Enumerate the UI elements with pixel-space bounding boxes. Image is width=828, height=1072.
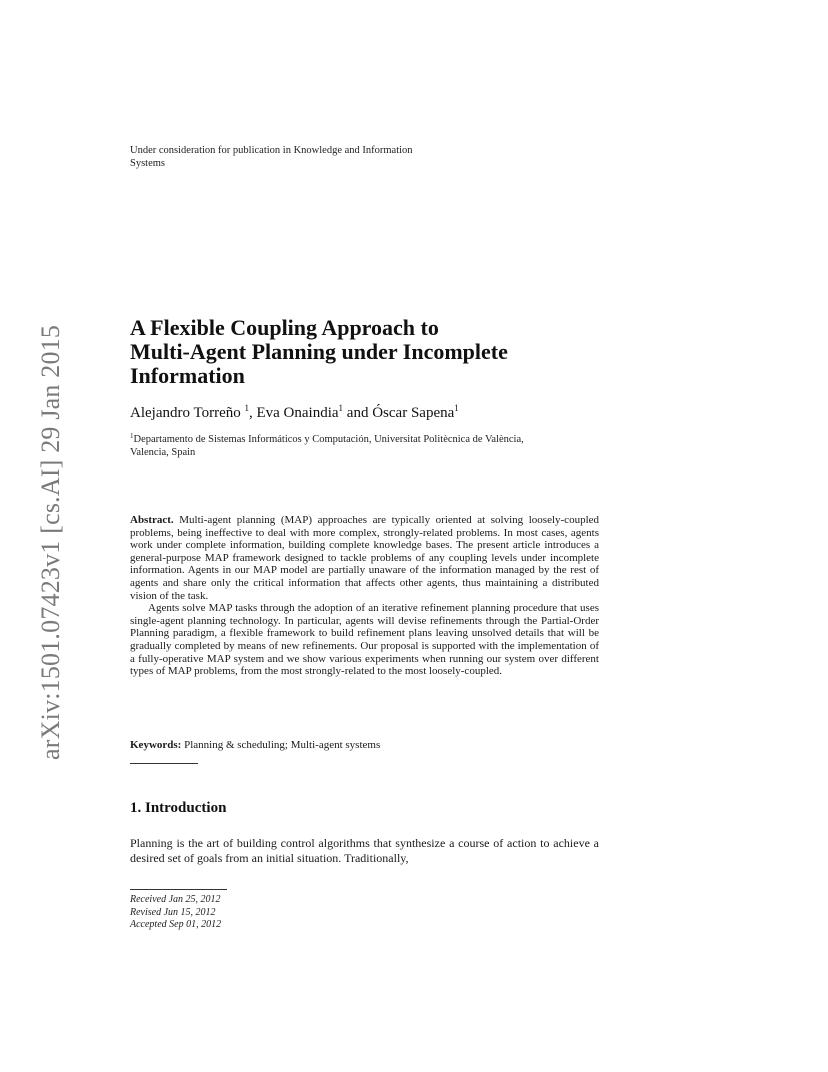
paper-title-line-2: Multi-Agent Planning under Incomplete (130, 339, 508, 364)
author-name: Alejandro Torreño (130, 405, 241, 421)
abstract-paragraph-2: Agents solve MAP tasks through the adoption of an iterative refinement planning procedure that uses single-agent planning technology. In particular, agents will devise refinements through the Partial-Order Planning paradigm, a flexible framework to build refinement plans leaving unsolved details that will be gradually completed by means of new refinements. Our proposal is supported with the implementation of a fully-operative MAP system and we show various experiments when running our system over different types of MAP problems, from the most strongly-related to the most loosely-coupled. (130, 602, 599, 678)
author-separator: , (248, 405, 257, 421)
author-name: Óscar Sapena (372, 405, 455, 421)
abstract-label: Abstract. (130, 514, 174, 526)
date-received: Received Jan 25, 2012 (130, 894, 221, 905)
abstract-paragraph-1 (130, 514, 599, 602)
author-name: Eva Onaindia (256, 405, 339, 421)
publication-note-line-1: Under consideration for publication in Knowledge and Information (130, 145, 413, 156)
date-accepted: Accepted Sep 01, 2012 (130, 919, 222, 930)
publication-note (130, 145, 490, 170)
date-revised: Revised Jun 15, 2012 (130, 906, 216, 918)
paper-title-line-1: A Flexible Coupling Approach to (130, 315, 439, 340)
author-affiliation-mark: 1 (338, 403, 344, 413)
author-separator: and (343, 405, 373, 421)
affiliation-line-2: Valencia, Spain (130, 447, 196, 458)
author-affiliation-mark: 1 (244, 403, 249, 413)
author-affiliation-mark: 1 (454, 403, 459, 413)
section-heading-introduction: 1. Introduction (130, 800, 227, 816)
keywords-text: Planning & scheduling; Multi-agent systems (184, 739, 381, 751)
footnote-divider (130, 889, 227, 890)
submission-dates (130, 894, 330, 932)
paper-title-line-3: Information (130, 363, 245, 388)
affiliation-text: Departamento de Sistemas Informáticos y Computación, Universitat Politècnica de València, (133, 434, 524, 445)
author-list (130, 403, 610, 422)
keywords (130, 739, 599, 751)
abstract (130, 514, 599, 678)
introduction-text: Planning is the art of building control algorithms that synthesize a course of action to achieve a desired set of goals from an initial situation. Traditionally, (130, 836, 599, 865)
publication-note-line-2: Systems (130, 157, 166, 169)
abstract-text-1: Multi-agent planning (MAP) approaches are typically oriented at solving loosely-coupled problems, being ineffective to deal with more complex, strongly-related problems. In most cases, agents work under complete information, building complete knowledge bases. The present article introduces a general-purpose MAP framework designed to tackle problems of any coupling levels under incomplete information. Agents in our MAP model are partially unaware of the information managed by the rest of agents and share only the critical information that affects other agents, thus maintaining a distributed vision of the task. (130, 514, 600, 602)
author-affiliation (130, 430, 610, 459)
affiliation-line-1 (130, 430, 610, 446)
paper-title (130, 316, 630, 388)
keywords-label: Keywords: (130, 739, 182, 751)
keywords-divider (130, 763, 198, 764)
arxiv-identifier: arXiv:1501.07423v1 [cs.AI] 29 Jan 2015 (36, 324, 65, 760)
affiliation-mark: 1 (130, 432, 134, 440)
